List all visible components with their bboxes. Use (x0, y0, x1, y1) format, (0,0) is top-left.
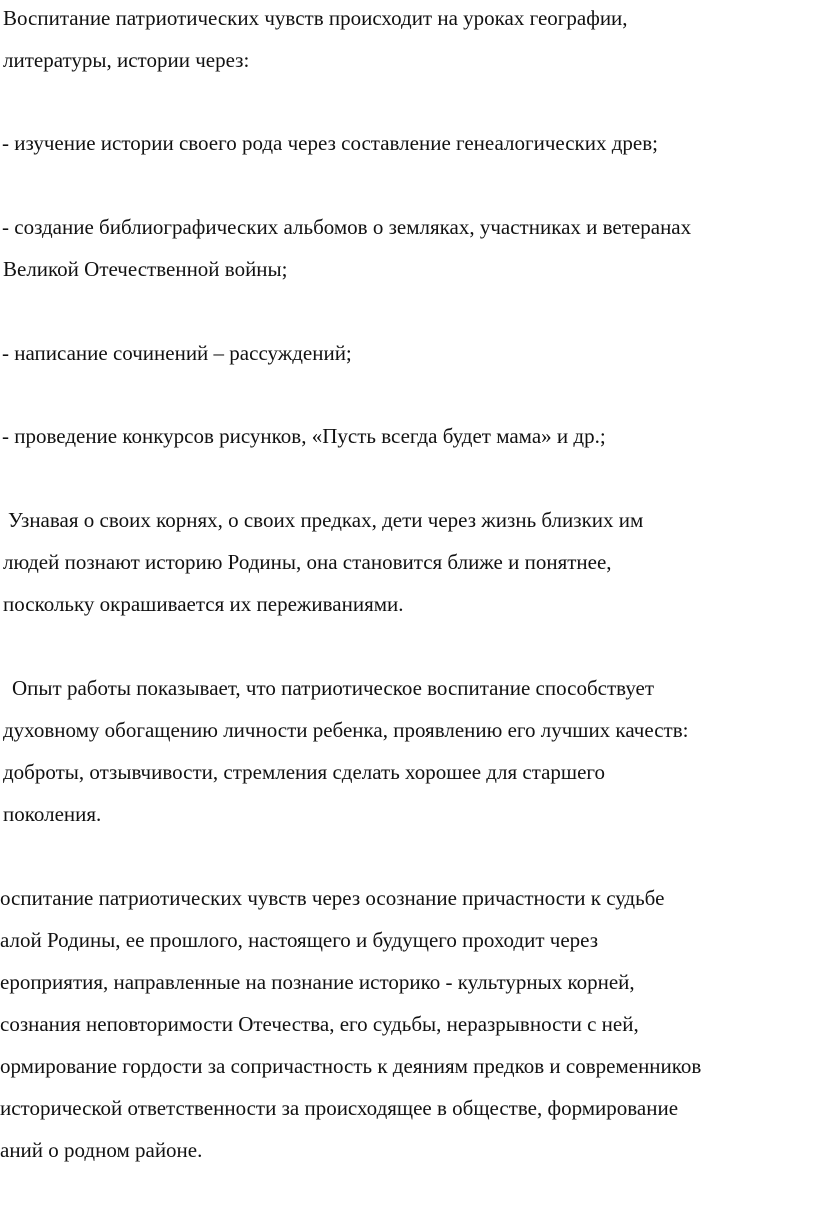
paragraph-2-line-3: поскольку окрашивается их переживаниями. (3, 592, 404, 616)
paragraph-3-line-1: Опыт работы показывает, что патриотическое воспитание способствует (12, 676, 655, 700)
paragraph-4-line-6: исторической ответственности за происходящее в обществе, формирование (0, 1096, 679, 1120)
paragraph-2-line-2: людей познают историю Родины, она становится ближе и понятнее, (3, 550, 612, 574)
list-item-genealogy: - изучение истории своего рода через составление генеалогических древ; (2, 131, 659, 155)
list-item-albums-line-2: Великой Отечественной войны; (3, 257, 288, 281)
paragraph-3-line-2: духовному обогащению личности ребенка, проявлению его лучших качеств: (3, 718, 689, 742)
paragraph-3-line-3: доброты, отзывчивости, стремления сделать хорошее для старшего (3, 760, 606, 784)
list-item-contests: - проведение конкурсов рисунков, «Пусть всегда будет мама» и др.; (2, 424, 606, 448)
paragraph-1-line-1: Воспитание патриотических чувств происходит на уроках географии, (3, 6, 628, 30)
paragraph-2-line-1: Узнавая о своих корнях, о своих предках, дети через жизнь близких им (8, 508, 644, 532)
paragraph-4-line-1: оспитание патриотических чувств через осознание причастности к судьбе (0, 886, 665, 910)
paragraph-4-line-5: ормирование гордости за сопричастность к деяниям предков и современников (0, 1054, 702, 1078)
paragraph-4-line-7: аний о родном районе. (0, 1138, 203, 1162)
list-item-albums-line-1: - создание библиографических альбомов о земляках, участниках и ветеранах (2, 215, 692, 239)
paragraph-4-line-3: ероприятия, направленные на познание историко - культурных корней, (0, 970, 635, 994)
list-item-essays: - написание сочинений – рассуждений; (2, 341, 352, 365)
paragraph-4-line-4: сознания неповторимости Отечества, его судьбы, неразрывности с ней, (0, 1012, 639, 1036)
paragraph-4-line-2: алой Родины, ее прошлого, настоящего и будущего проходит через (0, 928, 599, 952)
paragraph-1-line-2: литературы, истории через: (3, 48, 250, 72)
paragraph-3-line-4: поколения. (3, 802, 102, 826)
